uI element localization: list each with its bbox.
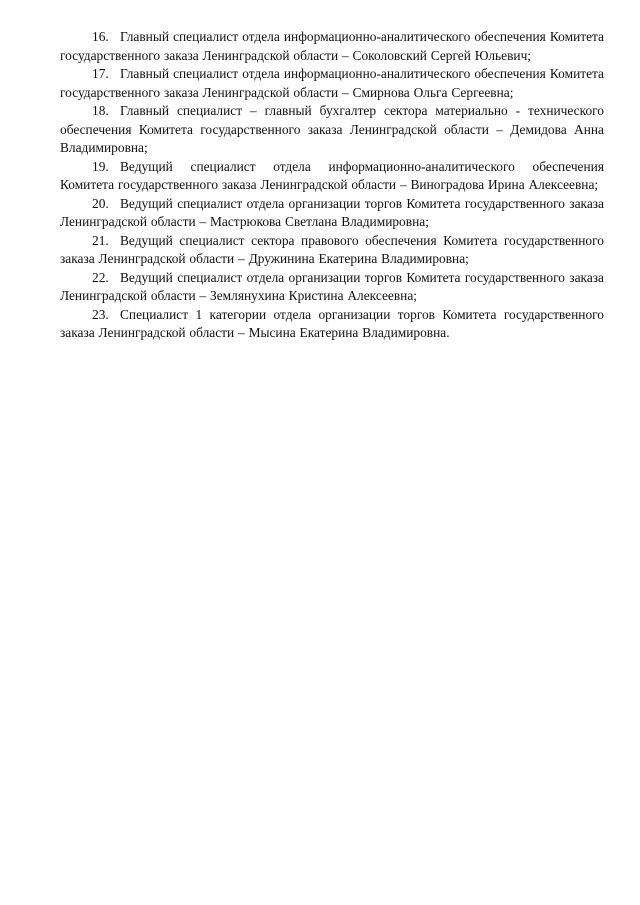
list-item-16 xyxy=(60,28,604,65)
item-text: Главный специалист отдела информационно-аналитического обеспечения Комитета государственного заказа Ленинградской области – Смирнова Ольга Сергеевна; xyxy=(60,66,604,100)
list-item-19 xyxy=(60,158,604,195)
item-text: Главный специалист – главный бухгалтер сектора материально - технического обеспечения Комитета государственного заказа Ленинградской области – Демидова Анна Владимировна; xyxy=(60,103,604,155)
item-text: Ведущий специалист сектора правового обеспечения Комитета государственного заказа Ленинградской области – Дружинина Екатерина Владимировна; xyxy=(60,232,604,266)
list-item-18 xyxy=(60,102,604,158)
item-number: 20. xyxy=(92,195,109,211)
item-text: Специалист 1 категории отдела организации торгов Комитета государственного заказа Ленинградской области – Мысина Екатерина Владимировна. xyxy=(60,306,604,340)
item-number: 17. xyxy=(92,66,109,81)
list-item-21 xyxy=(60,232,604,269)
item-text: Ведущий специалист отдела информационно-аналитического обеспечения Комитета государственного заказа Ленинградской области – Виноградова Ирина Алексеевна; xyxy=(60,158,604,192)
item-number: 18. xyxy=(92,103,109,118)
item-number: 23. xyxy=(92,306,109,322)
item-text: Главный специалист отдела информационно-аналитического обеспечения Комитета государственного заказа Ленинградской области – Соколовский Сергей Юльевич; xyxy=(60,29,604,63)
item-text: Ведущий специалист отдела организации торгов Комитета государственного заказа Ленинградской области – Мастрюкова Светлана Владимировна; xyxy=(60,195,604,229)
item-number: 22. xyxy=(92,269,109,285)
list-item-23 xyxy=(60,306,604,343)
list-item-17 xyxy=(60,65,604,102)
item-number: 21. xyxy=(92,232,109,248)
document-page xyxy=(60,28,604,343)
list-item-20 xyxy=(60,195,604,232)
list-item-22 xyxy=(60,269,604,306)
item-number: 19. xyxy=(92,158,109,174)
item-text: Ведущий специалист отдела организации торгов Комитета государственного заказа Ленинградской области – Землянухина Кристина Алексеевна; xyxy=(60,269,604,303)
item-number: 16. xyxy=(92,29,109,44)
